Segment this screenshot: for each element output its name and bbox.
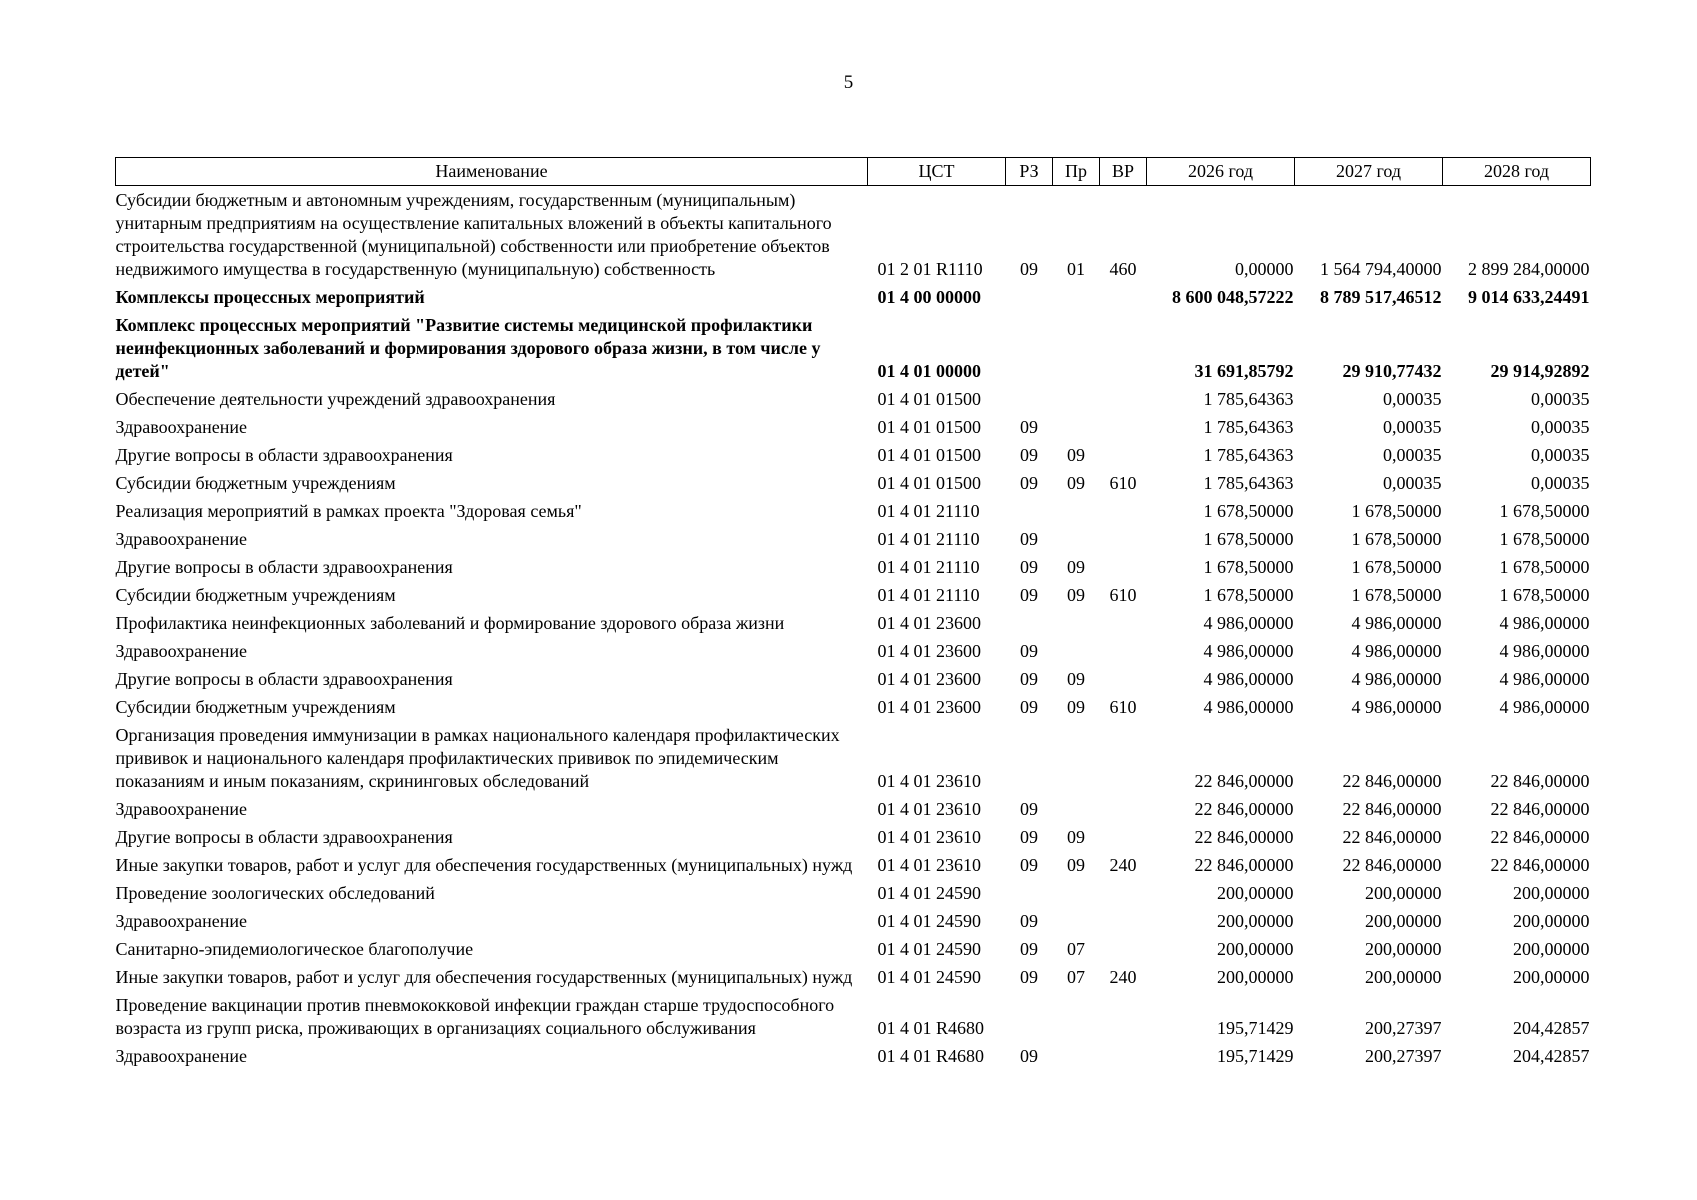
- cell-y2027: 1 678,50000: [1351, 557, 1442, 577]
- table-body: [116, 186, 1591, 1071]
- cell-vr: 610: [1109, 585, 1137, 605]
- cell-pr: [1053, 497, 1100, 525]
- cell-name: Обеспечение деятельности учреждений здравоохранения: [115, 389, 556, 409]
- cell-code: 01 2 01 R1110: [877, 259, 983, 279]
- cell-pr: [1053, 721, 1100, 795]
- budget-table: [115, 157, 1591, 1070]
- cell-y2026: 4 986,00000: [1203, 613, 1294, 633]
- cell-name: Здравоохранение: [115, 911, 248, 931]
- cell-y2028: 204,42857: [1513, 1046, 1590, 1066]
- cell-rz: 09: [1020, 855, 1038, 875]
- cell-y2027: 0,00035: [1383, 389, 1442, 409]
- cell-pr: [1053, 413, 1100, 441]
- cell-code: 01 4 01 23610: [877, 855, 981, 875]
- table-row: [116, 795, 1591, 823]
- cell-code: 01 4 01 21110: [877, 585, 980, 605]
- cell-y2026: 200,00000: [1217, 883, 1294, 903]
- cell-y2027: 1 678,50000: [1351, 501, 1442, 521]
- cell-y2026: 1 678,50000: [1203, 557, 1294, 577]
- cell-y2027: 4 986,00000: [1351, 613, 1442, 633]
- table-row: [116, 186, 1591, 284]
- cell-pr: 07: [1067, 967, 1085, 987]
- cell-pr: 09: [1067, 585, 1085, 605]
- cell-y2028: 29 914,92892: [1490, 361, 1590, 381]
- cell-y2026: 0,00000: [1235, 259, 1294, 279]
- cell-y2028: 0,00035: [1531, 445, 1590, 465]
- cell-vr: [1100, 311, 1147, 385]
- cell-code: 01 4 01 23610: [877, 827, 981, 847]
- cell-vr: [1100, 991, 1147, 1042]
- cell-rz: 09: [1020, 529, 1038, 549]
- cell-vr: [1100, 935, 1147, 963]
- header-name: Наименование: [116, 158, 868, 186]
- cell-y2027: 200,00000: [1365, 883, 1442, 903]
- cell-y2026: 1 678,50000: [1203, 501, 1294, 521]
- cell-y2027: 4 986,00000: [1351, 669, 1442, 689]
- cell-y2027: 0,00035: [1383, 473, 1442, 493]
- cell-code: 01 4 01 R4680: [877, 1046, 985, 1066]
- cell-vr: [1100, 823, 1147, 851]
- cell-code: 01 4 01 23600: [877, 641, 981, 661]
- cell-y2026: 1 785,64363: [1203, 417, 1294, 437]
- cell-y2027: 22 846,00000: [1342, 771, 1442, 791]
- cell-y2028: 1 678,50000: [1499, 557, 1590, 577]
- header-code: ЦСТ: [868, 158, 1006, 186]
- cell-y2028: 4 986,00000: [1499, 697, 1590, 717]
- cell-pr: 09: [1067, 827, 1085, 847]
- cell-pr: 09: [1067, 669, 1085, 689]
- cell-vr: [1100, 637, 1147, 665]
- cell-rz: [1006, 497, 1053, 525]
- cell-name: Другие вопросы в области здравоохранения: [115, 827, 453, 847]
- cell-y2026: 22 846,00000: [1194, 827, 1294, 847]
- cell-name: Здравоохранение: [115, 641, 248, 661]
- cell-code: 01 4 01 24590: [877, 911, 981, 931]
- header-vr: ВР: [1100, 158, 1147, 186]
- cell-y2026: 200,00000: [1217, 967, 1294, 987]
- cell-vr: [1100, 441, 1147, 469]
- table-row: [116, 441, 1591, 469]
- table-row: [116, 963, 1591, 991]
- cell-y2027: 4 986,00000: [1351, 641, 1442, 661]
- cell-y2028: 4 986,00000: [1499, 641, 1590, 661]
- cell-y2028: 1 678,50000: [1499, 529, 1590, 549]
- table-row: [116, 693, 1591, 721]
- table-row: [116, 283, 1591, 311]
- table-row: [116, 721, 1591, 795]
- cell-code: 01 4 01 23610: [877, 799, 981, 819]
- table-row: [116, 413, 1591, 441]
- cell-code: 01 4 01 R4680: [877, 1018, 985, 1038]
- cell-y2027: 200,00000: [1365, 967, 1442, 987]
- cell-rz: 09: [1020, 967, 1038, 987]
- cell-name: Субсидии бюджетным учреждениям: [115, 473, 396, 493]
- cell-y2028: 4 986,00000: [1499, 613, 1590, 633]
- table-row: [116, 823, 1591, 851]
- table-row: [116, 879, 1591, 907]
- cell-y2026: 200,00000: [1217, 939, 1294, 959]
- cell-name: Профилактика неинфекционных заболеваний и формирование здорового образа жизни: [115, 613, 785, 633]
- table-row: [116, 497, 1591, 525]
- cell-vr: 240: [1109, 855, 1137, 875]
- cell-y2026: 22 846,00000: [1194, 799, 1294, 819]
- cell-y2028: 22 846,00000: [1490, 855, 1590, 875]
- cell-rz: 09: [1020, 827, 1038, 847]
- cell-y2026: 195,71429: [1217, 1046, 1294, 1066]
- cell-y2027: 1 678,50000: [1351, 529, 1442, 549]
- cell-code: 01 4 01 21110: [877, 557, 980, 577]
- cell-y2026: 4 986,00000: [1203, 641, 1294, 661]
- cell-rz: [1006, 283, 1053, 311]
- cell-pr: [1053, 609, 1100, 637]
- cell-name: Другие вопросы в области здравоохранения: [115, 445, 453, 465]
- cell-y2027: 1 678,50000: [1351, 585, 1442, 605]
- cell-y2028: 4 986,00000: [1499, 669, 1590, 689]
- cell-vr: [1100, 497, 1147, 525]
- cell-y2026: 1 678,50000: [1203, 529, 1294, 549]
- cell-rz: 09: [1020, 417, 1038, 437]
- cell-name: Иные закупки товаров, работ и услуг для обеспечения государственных (муниципальных) нужд: [115, 855, 853, 875]
- cell-vr: [1100, 665, 1147, 693]
- cell-y2027: 200,00000: [1365, 911, 1442, 931]
- cell-code: 01 4 01 23600: [877, 669, 981, 689]
- cell-y2028: 0,00035: [1531, 389, 1590, 409]
- cell-code: 01 4 01 01500: [877, 445, 981, 465]
- cell-code: 01 4 01 00000: [877, 361, 981, 381]
- cell-y2027: 0,00035: [1383, 445, 1442, 465]
- cell-y2027: 4 986,00000: [1351, 697, 1442, 717]
- cell-y2026: 1 785,64363: [1203, 445, 1294, 465]
- cell-rz: [1006, 385, 1053, 413]
- cell-name: Здравоохранение: [115, 417, 248, 437]
- header-2027: 2027 год: [1295, 158, 1443, 186]
- table-row: [116, 665, 1591, 693]
- cell-vr: [1100, 525, 1147, 553]
- cell-code: 01 4 01 21110: [877, 529, 980, 549]
- cell-pr: [1053, 525, 1100, 553]
- cell-code: 01 4 01 01500: [877, 389, 981, 409]
- cell-pr: [1053, 637, 1100, 665]
- cell-y2028: 200,00000: [1513, 911, 1590, 931]
- cell-rz: 09: [1020, 799, 1038, 819]
- cell-code: 01 4 01 01500: [877, 473, 981, 493]
- table-row: [116, 311, 1591, 385]
- cell-name: Иные закупки товаров, работ и услуг для обеспечения государственных (муниципальных) нужд: [115, 967, 853, 987]
- cell-rz: 09: [1020, 641, 1038, 661]
- cell-y2028: 200,00000: [1513, 939, 1590, 959]
- cell-pr: 07: [1067, 939, 1085, 959]
- cell-vr: 460: [1109, 259, 1137, 279]
- cell-y2026: 1 785,64363: [1203, 473, 1294, 493]
- cell-pr: [1053, 991, 1100, 1042]
- cell-rz: [1006, 879, 1053, 907]
- cell-y2027: 8 789 517,46512: [1320, 287, 1442, 307]
- cell-code: 01 4 00 00000: [877, 287, 981, 307]
- cell-y2026: 1 785,64363: [1203, 389, 1294, 409]
- cell-name: Реализация мероприятий в рамках проекта "Здоровая семья": [115, 501, 582, 521]
- header-2028: 2028 год: [1443, 158, 1591, 186]
- cell-vr: 240: [1109, 967, 1137, 987]
- cell-vr: [1100, 413, 1147, 441]
- cell-vr: [1100, 283, 1147, 311]
- cell-y2026: 8 600 048,57222: [1172, 287, 1294, 307]
- cell-y2028: 200,00000: [1513, 883, 1590, 903]
- cell-code: 01 4 01 23600: [877, 697, 981, 717]
- cell-code: 01 4 01 23610: [877, 771, 981, 791]
- cell-rz: [1006, 991, 1053, 1042]
- cell-y2027: 200,00000: [1365, 939, 1442, 959]
- cell-y2026: 4 986,00000: [1203, 697, 1294, 717]
- cell-y2028: 1 678,50000: [1499, 585, 1590, 605]
- table-row: [116, 553, 1591, 581]
- header-rz: РЗ: [1006, 158, 1053, 186]
- cell-pr: 09: [1067, 855, 1085, 875]
- cell-pr: [1053, 795, 1100, 823]
- cell-name: Субсидии бюджетным учреждениям: [115, 585, 396, 605]
- cell-y2028: 200,00000: [1513, 967, 1590, 987]
- cell-name: Субсидии бюджетным и автономным учреждениям, государственным (муниципальным) унитарным предприятиям на осуществление капитальных вложений в объекты капитального строительства государственной (муниципальной) собственности или приобретение объектов недвижимого имущества в государственную (муниципальную) собственность: [115, 190, 832, 279]
- header-pr: Пр: [1053, 158, 1100, 186]
- cell-rz: 09: [1020, 911, 1038, 931]
- cell-rz: 09: [1020, 1046, 1038, 1066]
- cell-vr: [1100, 553, 1147, 581]
- cell-y2028: 22 846,00000: [1490, 771, 1590, 791]
- cell-code: 01 4 01 23600: [877, 613, 981, 633]
- cell-pr: 09: [1067, 697, 1085, 717]
- header-2026: 2026 год: [1147, 158, 1295, 186]
- cell-pr: 09: [1067, 473, 1085, 493]
- cell-y2028: 1 678,50000: [1499, 501, 1590, 521]
- page-number: 5: [843, 72, 854, 93]
- cell-name: Субсидии бюджетным учреждениям: [115, 697, 396, 717]
- table-row: [116, 469, 1591, 497]
- cell-vr: [1100, 385, 1147, 413]
- cell-name: Проведение зоологических обследований: [115, 883, 435, 903]
- cell-name: Комплекс процессных мероприятий "Развитие системы медицинской профилактики неинфекционных заболеваний и формирования здорового образа жизни, в том числе у детей": [115, 315, 821, 381]
- cell-name: Здравоохранение: [115, 799, 248, 819]
- cell-vr: [1100, 1042, 1147, 1070]
- cell-pr: [1053, 879, 1100, 907]
- cell-name: Комплексы процессных мероприятий: [115, 287, 425, 307]
- cell-pr: 01: [1067, 259, 1085, 279]
- cell-y2028: 0,00035: [1531, 417, 1590, 437]
- cell-y2027: 200,27397: [1365, 1018, 1442, 1038]
- cell-y2026: 31 691,85792: [1194, 361, 1294, 381]
- table-row: [116, 385, 1591, 413]
- cell-vr: 610: [1109, 697, 1137, 717]
- cell-code: 01 4 01 21110: [877, 501, 980, 521]
- cell-rz: 09: [1020, 473, 1038, 493]
- cell-y2026: 195,71429: [1217, 1018, 1294, 1038]
- cell-pr: [1053, 1042, 1100, 1070]
- cell-y2026: 200,00000: [1217, 911, 1294, 931]
- table-row: [116, 991, 1591, 1042]
- cell-pr: [1053, 907, 1100, 935]
- cell-y2026: 22 846,00000: [1194, 771, 1294, 791]
- cell-vr: [1100, 907, 1147, 935]
- cell-y2028: 9 014 633,24491: [1468, 287, 1590, 307]
- table-row: [116, 907, 1591, 935]
- cell-pr: [1053, 385, 1100, 413]
- table-header-row: [116, 158, 1591, 186]
- cell-pr: [1053, 283, 1100, 311]
- cell-y2028: 22 846,00000: [1490, 799, 1590, 819]
- cell-name: Санитарно-эпидемиологическое благополучие: [115, 939, 474, 959]
- cell-name: Здравоохранение: [115, 1046, 248, 1066]
- cell-rz: 09: [1020, 669, 1038, 689]
- cell-y2026: 1 678,50000: [1203, 585, 1294, 605]
- cell-y2028: 204,42857: [1513, 1018, 1590, 1038]
- cell-vr: [1100, 609, 1147, 637]
- table-row: [116, 637, 1591, 665]
- cell-vr: [1100, 721, 1147, 795]
- cell-y2028: 0,00035: [1531, 473, 1590, 493]
- cell-y2027: 1 564 794,40000: [1320, 259, 1442, 279]
- cell-vr: [1100, 879, 1147, 907]
- cell-y2028: 22 846,00000: [1490, 827, 1590, 847]
- cell-y2027: 22 846,00000: [1342, 827, 1442, 847]
- cell-name: Организация проведения иммунизации в рамках национального календаря профилактических прививок и национального календаря профилактических прививок по эпидемическим показаниям и иным показаниям, скрининговых обследований: [115, 725, 840, 791]
- cell-y2027: 0,00035: [1383, 417, 1442, 437]
- cell-rz: 09: [1020, 557, 1038, 577]
- cell-name: Проведение вакцинации против пневмококковой инфекции граждан старше трудоспособного возраста из групп риска, проживающих в организациях социального обслуживания: [115, 995, 835, 1038]
- cell-y2027: 200,27397: [1365, 1046, 1442, 1066]
- table-row: [116, 609, 1591, 637]
- cell-vr: 610: [1109, 473, 1137, 493]
- table-row: [116, 935, 1591, 963]
- cell-rz: [1006, 721, 1053, 795]
- cell-code: 01 4 01 24590: [877, 967, 981, 987]
- cell-rz: [1006, 609, 1053, 637]
- cell-code: 01 4 01 01500: [877, 417, 981, 437]
- cell-rz: [1006, 311, 1053, 385]
- cell-pr: 09: [1067, 445, 1085, 465]
- table-row: [116, 1042, 1591, 1070]
- cell-y2026: 22 846,00000: [1194, 855, 1294, 875]
- cell-pr: 09: [1067, 557, 1085, 577]
- cell-y2028: 2 899 284,00000: [1468, 259, 1590, 279]
- cell-y2026: 4 986,00000: [1203, 669, 1294, 689]
- cell-rz: 09: [1020, 585, 1038, 605]
- cell-rz: 09: [1020, 259, 1038, 279]
- cell-name: Здравоохранение: [115, 529, 248, 549]
- cell-name: Другие вопросы в области здравоохранения: [115, 669, 453, 689]
- cell-name: Другие вопросы в области здравоохранения: [115, 557, 453, 577]
- table-row: [116, 851, 1591, 879]
- cell-pr: [1053, 311, 1100, 385]
- cell-rz: 09: [1020, 445, 1038, 465]
- cell-rz: 09: [1020, 939, 1038, 959]
- cell-y2027: 22 846,00000: [1342, 799, 1442, 819]
- cell-rz: 09: [1020, 697, 1038, 717]
- cell-y2027: 22 846,00000: [1342, 855, 1442, 875]
- cell-y2027: 29 910,77432: [1342, 361, 1442, 381]
- cell-vr: [1100, 795, 1147, 823]
- cell-code: 01 4 01 24590: [877, 883, 981, 903]
- cell-code: 01 4 01 24590: [877, 939, 981, 959]
- table-row: [116, 581, 1591, 609]
- table-row: [116, 525, 1591, 553]
